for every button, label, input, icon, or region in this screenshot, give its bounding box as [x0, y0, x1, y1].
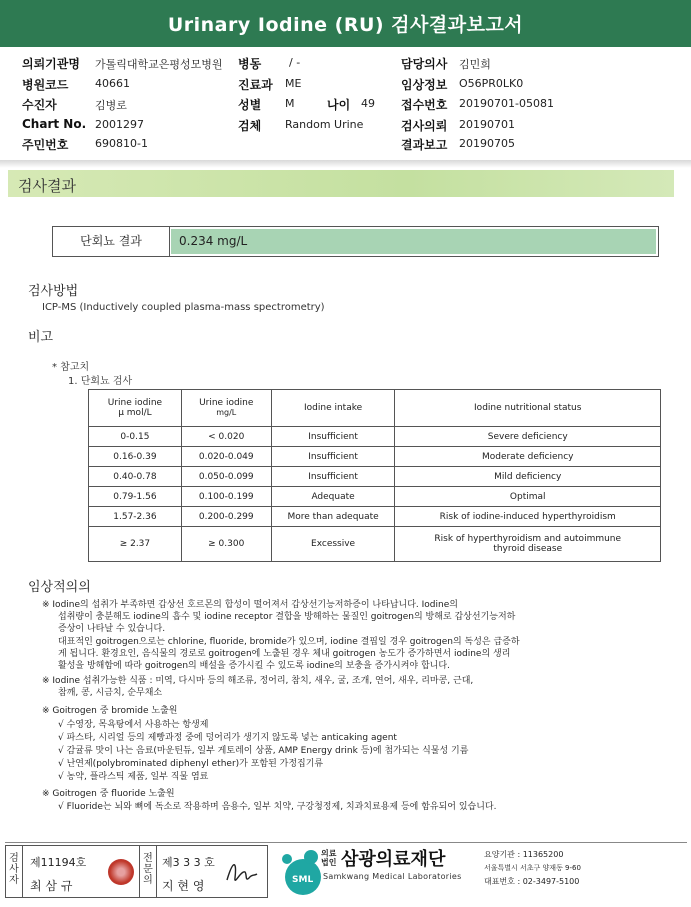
org-name-english: Samkwang Medical Laboratories: [323, 872, 462, 881]
logo-text: SML: [292, 875, 314, 885]
clinical-line: √ 수영장, 목욕탕에서 사용하는 항생제: [58, 720, 209, 730]
clinical-line: 참깨, 콩, 시금치, 순무채소: [58, 688, 163, 698]
ward-value: / -: [289, 56, 301, 69]
divider: [0, 160, 691, 168]
result-box: [52, 226, 659, 257]
clinical-line: √ 난연제(polybrominated diphenyl ether)가 포함된 가정집기류: [58, 759, 324, 769]
reference-table: [88, 389, 661, 562]
rrn-label: 주민번호: [22, 138, 69, 152]
results-section-bar: [8, 170, 674, 197]
clinical-info-label: 임상정보: [401, 78, 448, 92]
doctor-label: 담당의사: [401, 57, 448, 71]
org-code: 요양기관 : 11365200: [484, 850, 564, 859]
receipt-no-label: 접수번호: [401, 98, 448, 112]
divider: [22, 846, 23, 897]
header-umol: Urine iodine μ mol/L: [89, 390, 182, 427]
footer: [5, 842, 687, 899]
org-name: 삼광의료재단: [341, 849, 446, 870]
clinical-line: ※ Goitrogen 중 fluoride 노출원: [42, 789, 175, 799]
specialist-name: 지 현 영: [162, 879, 205, 893]
method-text: ICP-MS (Inductively coupled plasma-mass spectrometry): [42, 302, 325, 313]
clinical-line: 활성을 방해함에 따라 goitrogen의 배설을 증가시킬 수 있도록 iodine의 보충을 증가시켜야 합니다.: [58, 661, 450, 671]
receipt-no-value: 20190701-05081: [459, 97, 554, 110]
org-phone: 대표번호 : 02-3497-5100: [484, 877, 580, 886]
signature-icon: [221, 856, 261, 890]
specialist-number: 제3 3 3 호: [162, 856, 215, 869]
org-address: 서울특별시 서초구 양재동 9-60: [484, 864, 581, 872]
last-status-cell: Risk of hyperthyroidism and autoimmune thyroid disease: [395, 527, 661, 562]
divider: [156, 846, 157, 897]
clinical-line: 증상이 나타날 수 있습니다.: [58, 624, 166, 634]
rrn-value: 690810-1: [95, 137, 148, 150]
table-row: 0-0.15 < 0.020 Insufficient Severe deficiency: [89, 427, 661, 447]
ward-label: 병동: [238, 57, 262, 71]
chart-no-value: 2001297: [95, 118, 144, 131]
examiner-name: 최 삼 규: [30, 879, 73, 893]
report-header: [0, 0, 691, 47]
hospital-code-label: 병원코드: [22, 78, 69, 92]
method-title: 검사방법: [28, 284, 79, 299]
header-mg: Urine iodine mg/L: [181, 390, 271, 427]
institution-value: 가톨릭대학교은평성모병원: [95, 58, 223, 71]
clinical-line: √ 감귤류 맛이 나는 음료(마운틴듀, 일부 게토레이 상품, AMP Energy drink 등)에 첨가되는 식물성 기름: [58, 746, 469, 756]
table-row: 1.57-2.36 0.200-0.299 More than adequate Risk of iodine-induced hyperthyroidism: [89, 507, 661, 527]
sex-value: M: [285, 97, 295, 110]
reference-subtitle: 1. 단회뇨 검사: [68, 376, 133, 387]
clinical-line: √ 농약, 플라스틱 제품, 일부 직물 염료: [58, 772, 209, 782]
table-row: 0.40-0.78 0.050-0.099 Insufficient Mild deficiency: [89, 467, 661, 487]
reference-title: * 참고치: [52, 362, 90, 373]
report-title: Urinary Iodine (RU) 검사결과보고서: [167, 14, 524, 36]
table-row: 0.79-1.56 0.100-0.199 Adequate Optimal: [89, 487, 661, 507]
clinical-info-value: O56PR0LK0: [459, 77, 524, 90]
request-date-value: 20190701: [459, 118, 515, 131]
seal-stamp: [108, 859, 134, 885]
header-status: Iodine nutritional status: [395, 390, 661, 427]
clinical-line: ※ Iodine 섭취가능한 식품 : 미역, 다시마 등의 해조류, 정어리, 참치, 새우, 굴, 조개, 연어, 새우, 리마콩, 근대,: [42, 676, 474, 686]
specimen-label: 검체: [238, 119, 262, 133]
dept-value: ME: [285, 77, 302, 90]
clinical-line: √ 파스타, 시리얼 등의 제빵과정 중에 덩어리가 생기지 않도록 넣는 anticaking agent: [58, 733, 397, 743]
clinical-line: ※ Iodine의 섭취가 부족하면 갑상선 호르몬의 합성이 떨어져서 갑상선기능저하증이 나타납니다. Iodine의: [42, 600, 458, 610]
result-value: 0.234 mg/L: [171, 229, 656, 254]
age-label: 나이: [327, 98, 351, 112]
specimen-value: Random Urine: [285, 118, 364, 131]
table-row: 0.16-0.39 0.020-0.049 Insufficient Moderate deficiency: [89, 447, 661, 467]
chart-no-label: Chart No.: [22, 117, 87, 131]
hospital-code-value: 40661: [95, 77, 130, 90]
clinical-meaning-title: 임상적의의: [28, 580, 91, 595]
remarks-title: 비고: [28, 330, 54, 345]
report-date-value: 20190705: [459, 137, 515, 150]
org-prefix: 의료 법인: [321, 849, 337, 867]
results-section-title: 검사결과: [18, 177, 76, 195]
report-date-label: 결과보고: [401, 138, 448, 152]
clinical-line: √ Fluoride는 뇌와 뼈에 독소로 작용하며 음용수, 일부 치약, 구강청정제, 치과치료용제 등에 함유되어 있습니다.: [58, 802, 497, 812]
signature-box: [5, 845, 268, 898]
request-date-label: 검사의뢰: [401, 119, 448, 133]
examiner-number: 제11194호: [30, 856, 87, 869]
table-row: ≥ 2.37 ≥ 0.300 Excessive Risk of hyperthyroidism and autoimmune thyroid disease: [89, 527, 661, 562]
examinee-value: 김병로: [95, 99, 127, 112]
examinee-label: 수진자: [22, 98, 57, 112]
examiner-vlabel: 검사자: [9, 853, 19, 886]
result-label: 단회뇨 결과: [53, 227, 170, 256]
divider: [139, 846, 140, 897]
clinical-line: 섭취량이 충분해도 iodine의 흡수 및 iodine receptor 결합을 방해하는 물질인 goitrogen의 방해로 갑상선기능저하: [58, 612, 516, 622]
clinical-line: 대표적인 goitrogen으로는 chlorine, fluoride, bromide가 있으며, iodine 결핍일 경우 goitrogen의 독성은 급증하: [58, 637, 520, 647]
dept-label: 진료과: [238, 78, 273, 92]
patient-info: [0, 47, 691, 160]
table-header-row: [89, 390, 661, 427]
clinical-line: 게 됩니다. 환경요인, 음식물의 경로로 goitrogen에 노출된 경우 체내 goitrogen 농도가 증가하면서 iodine의 생리: [58, 649, 511, 659]
age-value: 49: [361, 97, 375, 110]
institution-label: 의뢰기관명: [22, 57, 80, 71]
doctor-value: 김민희: [459, 58, 491, 71]
header-intake: Iodine intake: [271, 390, 395, 427]
specialist-vlabel: 전문의: [143, 853, 153, 886]
sex-label: 성별: [238, 98, 262, 112]
clinical-line: ※ Goitrogen 중 bromide 노출원: [42, 706, 178, 716]
